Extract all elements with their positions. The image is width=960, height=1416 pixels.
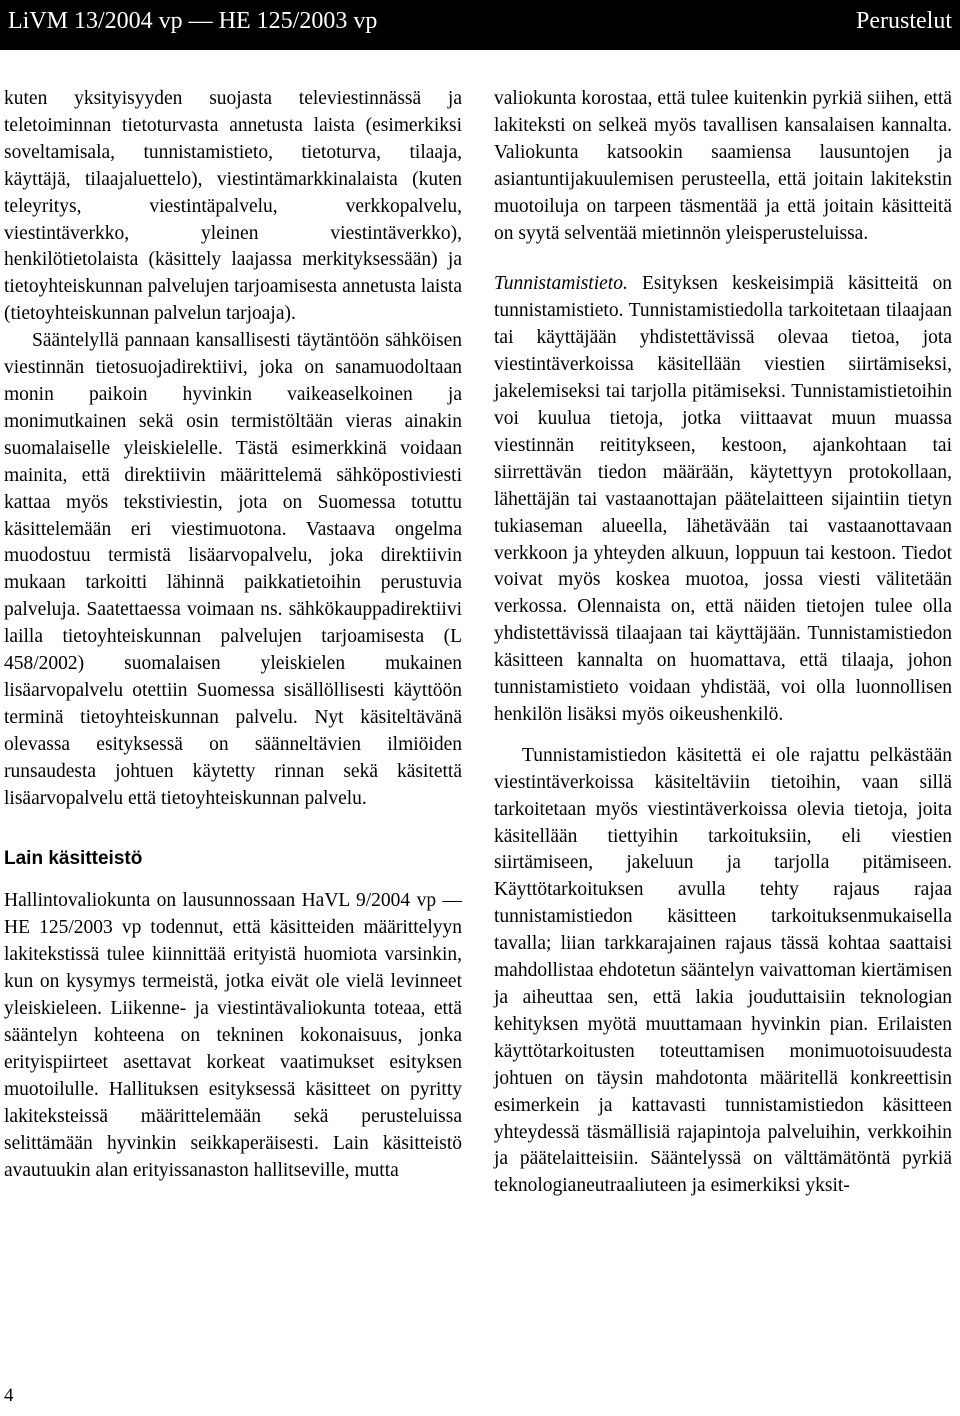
left-column [4, 86, 462, 1184]
document-reference: LiVM 13/2004 vp — HE 125/2003 vp [8, 8, 378, 34]
page-header [0, 0, 960, 50]
paragraph: kuten yksityisyyden suojasta televiestinnässä ja teletoiminnan tietoturvasta annetusta laista (esimerkiksi soveltamisala, tunnistamistieto, tietoturva, tilaaja, käyttäjä, tilaajaluettelo), viestintämarkkinalaista (kuten teleyritys, viestintäpalvelu, verkkopalvelu, viestintäverkko, yleinen viestintäverkko), henkilötietolaista (käsittely laajassa merkityksessään) ja tietoyhteiskunnan palvelujen tarjoamisesta annetusta laista (tietoyhteiskunnan palvelun tarjoaja). [4, 88, 462, 325]
paragraph: Hallintovaliokunta on lausunnossaan HaVL 9/2004 vp — HE 125/2003 vp todennut, että käsitteiden määrittelyyn lakitekstissä tulee kiinnittää erityistä huomiota varsinkin, kun on kysymys termeistä, jotka eivät ole vielä levinneet yleiskieleen. Liikenne- ja viestintävaliokunta toteaa, että sääntelyn kohteena on tekninen kokonaisuus, jonka erityispiirteet asettavat korkeat vaatimukset esityksen muotoilulle. Hallituksen esityksessä käsitteet on pyritty lakiteksteissä määrittelemään sekä perusteluissa selittämään hyvinkin seikkaperäisesti. Lain käsitteistö avautuukin alan erityissanaston hallitseville, mutta [4, 890, 462, 1181]
paragraph: Tunnistamistiedon käsitettä ei ole rajattu pelkästään viestintäverkoissa käsiteltäviin tietoihin, vaan sillä tarkoitetaan myös viestintäverkoissa olevia tietoja, joita käsitellään tiettyihin tarkoituksiin, eli viestien siirtämiseen, jakeluun ja tarjolla pitämiseen. Käyttötarkoituksen avulla tehty rajaus rajaa tunnistamistiedon käsitteen tarkoituksenmukaisella tavalla; liian tarkkarajainen rajaus tässä kohtaa saattaisi mahdollistaa ehdotetun sääntelyn vaivattoman kiertämisen ja aiheuttaa sen, että lakia jouduttaisiin teknologian kehityksen myötä muuttamaan hyvinkin pian. Erilaisten käyttötarkoitusten toteuttamisen monimuotoisuudesta johtuen on täysin mahdotonta määritellä konkreettisin esimerkein ja kattavasti tunnistamistiedon käsitteen yhteydessä täsmällisiä rajapintoja palveluihin, verkkoihin ja päätelaitteisiin. Sääntelyssä on välttämätöntä pyrkiä teknologianeutraaliuteen ja esimerkiksi yksit- [494, 744, 952, 1197]
page-number: 4 [4, 1385, 14, 1406]
section-heading: Lain käsitteistö [4, 848, 143, 870]
paragraph-text: Esityksen keskeisimpiä käsitteitä on tunnistamistieto. Tunnistamistiedolla tarkoitetaan tilaajaan tai käyttäjään yhdistettävissä olevaa tietoa, jota viestintäverkoissa käsitellään viestien siirtämiseksi, jakelemiseksi tai tarjolla pitämiseksi. Tunnistamistietoihin voi kuulua tietoja, jotka viittaavat muun muassa viestinnän reititykseen, kestoon, ajankohtaan tai siirrettävän tiedon määrään, käytettyyn protokollaan, lähettäjän tai vastaanottajan päätelaitteen sijaintiin tietyn tukiaseman alueella, lähetävään tai vastaanottavaan verkkoon ja yhteyden alkuun, loppuun tai kestoon. Tiedot voivat myös koskea muotoa, jossa viesti välitetään verkossa. Olennaista on, että näiden tietojen tulee olla yhdistettävissä tilaajaan tai käyttäjään. Tunnistamistiedon käsitteen kannalta on huomattava, että tilaaja, johon tunnistamistieto voidaan yhdistää, voi olla luonnollisen henkilön lisäksi myös oikeushenkilö. [494, 273, 952, 725]
italic-term: Tunnistamistieto. [494, 273, 628, 295]
paragraph: valiokunta korostaa, että tulee kuitenkin pyrkiä siihen, että lakiteksti on selkeä myös tavallisen kansalaisen kannalta. Valiokunta katsookin saamiensa lausuntojen ja asiantuntijakuulemisen perusteella, että joitain lakitekstin muotoiluja on tarpeen täsmentää ja että joitain käsitteitä on syytä selventää mietinnön yleisperusteluissa. [494, 88, 952, 244]
paragraph [494, 271, 952, 728]
section-label: Perustelut [856, 8, 952, 34]
right-column [494, 86, 952, 1200]
paragraph: Sääntelyllä pannaan kansallisesti täytäntöön sähköisen viestinnän tietosuojadirektiivi, joka on sanamuodoltaan monin paikoin hyvinkin vaikeaselkoinen ja monimutkainen sekä osin termistöltään vieras ainakin suomalaiselle yleiskielelle. Tästä esimerkkinä voidaan mainita, että direktiivin määrittelemä sähköpostiviesti kattaa myös tekstiviestin, jota on Suomessa totuttu käsittelemään eri viestimuotona. Vastaava ongelma muodostuu termistä lisäarvopalvelu, joka direktiivin mukaan tarkoitti lähinnä paikkatietoihin perustuvia palveluja. Saatettaessa voimaan ns. sähkökauppadirektiivi lailla tietoyhteiskunnan palvelujen tarjoamisesta (L 458/2002) suomalaisen yleiskielen mukainen lisäarvopalvelu otettiin Suomessa sisällöllisesti käyttöön terminä tietoyhteiskunnan palvelu. Nyt käsiteltävänä olevassa esityksessä on säänneltävien ilmiöiden runsaudesta johtuen käytetty rinnan sekä käsitettä lisäarvopalvelu että tietoyhteiskunnan palvelu. [4, 330, 462, 809]
